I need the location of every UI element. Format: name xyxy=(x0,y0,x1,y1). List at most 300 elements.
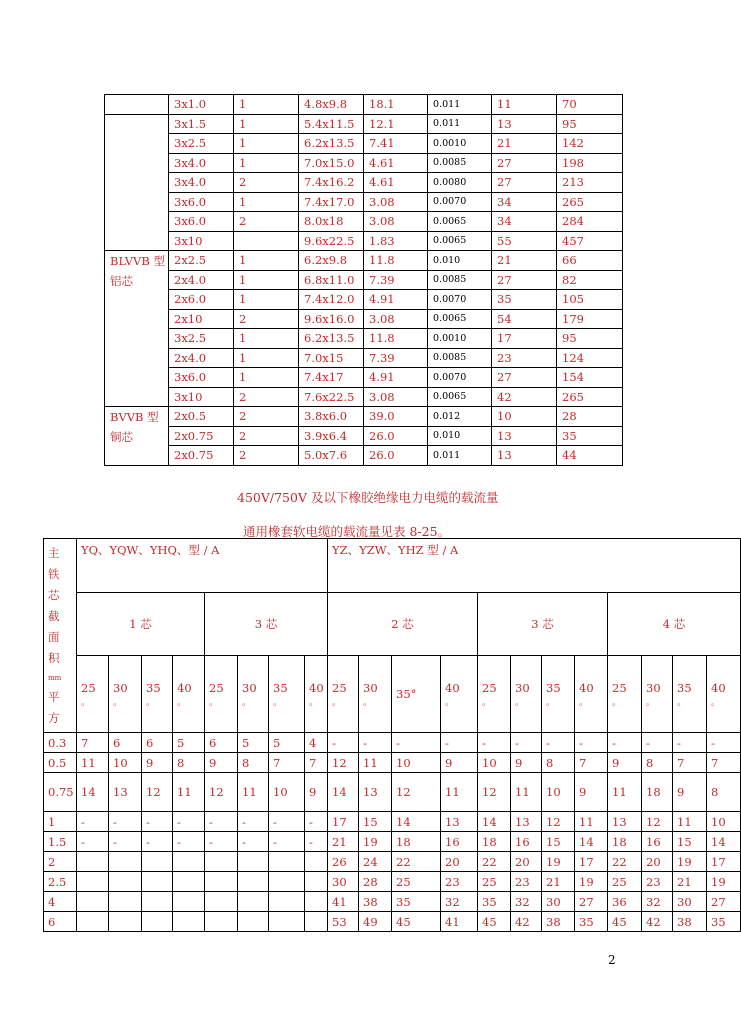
temperature-cell xyxy=(441,656,478,733)
ampacity-cell: 6 xyxy=(109,733,142,753)
cell-a: 154 xyxy=(557,368,623,388)
cell-t: 17 xyxy=(492,329,557,349)
ampacity-cell: 41 xyxy=(441,912,478,932)
temperature-value: 40 xyxy=(579,680,594,695)
ampacity-cell: - xyxy=(77,832,109,852)
temperature-cell xyxy=(269,656,305,733)
cell-x: 0.0065 xyxy=(428,212,492,232)
cell-dim: 7.0x15 xyxy=(299,348,364,368)
ampacity-cell: - xyxy=(575,733,608,753)
cell-x: 0.0085 xyxy=(428,270,492,290)
ampacity-cell xyxy=(205,872,238,892)
core-count-header: 4 芯 xyxy=(608,593,741,656)
ampacity-cell: - xyxy=(441,733,478,753)
cell-size: 3x6.0 xyxy=(169,212,234,232)
ampacity-cell: 10 xyxy=(707,812,741,832)
cell-size: 3x2.5 xyxy=(169,329,234,349)
corner-char: 截 xyxy=(48,609,60,623)
temperature-value: 25 xyxy=(482,680,497,695)
table-row xyxy=(105,173,623,193)
degree-mark: 。 xyxy=(146,697,156,708)
degree-mark: 。 xyxy=(482,697,492,708)
cell-res: 12.1 xyxy=(364,114,428,134)
cell-a: 142 xyxy=(557,134,623,154)
ampacity-cell: 14 xyxy=(478,812,511,832)
ampacity-cell xyxy=(305,852,328,872)
cell-cores: 1 xyxy=(234,114,299,134)
temperature-value: 25 xyxy=(209,680,224,695)
ampacity-cell: 8 xyxy=(707,773,741,812)
ampacity-cell: - xyxy=(109,832,142,852)
section-area-header-cell xyxy=(44,539,77,733)
corner-char: 芯 xyxy=(48,588,60,602)
table-row xyxy=(105,329,623,349)
ampacity-cell: 12 xyxy=(205,773,238,812)
ampacity-cell: 11 xyxy=(608,773,642,812)
cell-size: 2x0.75 xyxy=(169,446,234,466)
core-count-header: 3 芯 xyxy=(205,593,328,656)
ampacity-cell: 20 xyxy=(642,852,673,872)
section-size-cell: 0.75 xyxy=(44,773,77,812)
corner-char: 主 xyxy=(48,546,60,560)
ampacity-cell: 35 xyxy=(392,892,441,912)
ampacity-cell: 9 xyxy=(305,773,328,812)
cell-x: 0.0065 xyxy=(428,387,492,407)
ampacity-cell xyxy=(173,852,205,872)
ampacity-cell: 13 xyxy=(359,773,392,812)
section-size-cell: 1 xyxy=(44,812,77,832)
ampacity-cell: 7 xyxy=(269,753,305,773)
ampacity-cell: 23 xyxy=(511,872,542,892)
ampacity-cell: 10 xyxy=(542,773,575,812)
cable-spec-table xyxy=(104,94,623,466)
cell-t: 21 xyxy=(492,134,557,154)
group-label-cell xyxy=(105,114,169,251)
caption-table-ref: 通用橡套软电缆的载流量见表 8-25。 xyxy=(243,524,451,539)
degree-mark: 。 xyxy=(177,697,187,708)
ampacity-cell xyxy=(269,872,305,892)
degree-mark: 。 xyxy=(646,697,656,708)
cell-res: 4.91 xyxy=(364,290,428,310)
ampacity-cell xyxy=(205,892,238,912)
cell-size: 3x1.0 xyxy=(169,95,234,115)
temperature-value: 40 xyxy=(177,680,192,695)
ampacity-cell: 22 xyxy=(608,852,642,872)
degree-mark: 。 xyxy=(273,697,283,708)
cell-a: 179 xyxy=(557,309,623,329)
ampacity-cell: 6 xyxy=(205,733,238,753)
cell-x: 0.0070 xyxy=(428,192,492,212)
ampacity-cell: 21 xyxy=(542,872,575,892)
ampacity-cell: - xyxy=(328,733,359,753)
header-row-groups xyxy=(44,539,741,593)
cell-res: 3.08 xyxy=(364,192,428,212)
ampacity-cell: 16 xyxy=(511,832,542,852)
rubber-cable-ampacity-table xyxy=(43,538,741,932)
degree-mark: 。 xyxy=(515,697,525,708)
cell-res: 7.41 xyxy=(364,134,428,154)
cell-cores xyxy=(234,231,299,251)
ampacity-cell: 15 xyxy=(542,832,575,852)
cell-x: 0.011 xyxy=(428,95,492,115)
ampacity-cell: - xyxy=(478,733,511,753)
temperature-cell xyxy=(77,656,109,733)
temperature-cell xyxy=(238,656,269,733)
cell-size: 3x4.0 xyxy=(169,153,234,173)
cell-t: 55 xyxy=(492,231,557,251)
temperature-cell xyxy=(707,656,741,733)
table-row xyxy=(105,95,623,115)
ampacity-cell xyxy=(142,892,173,912)
cell-a: 198 xyxy=(557,153,623,173)
cell-a: 95 xyxy=(557,329,623,349)
ampacity-cell xyxy=(173,892,205,912)
cell-res: 4.91 xyxy=(364,368,428,388)
table-row xyxy=(105,153,623,173)
ampacity-cell: 14 xyxy=(328,773,359,812)
cell-t: 54 xyxy=(492,309,557,329)
temperature-value: 40 xyxy=(711,680,726,695)
cell-size: 2x4.0 xyxy=(169,348,234,368)
table-row xyxy=(105,368,623,388)
cell-x: 0.0070 xyxy=(428,368,492,388)
table-row xyxy=(44,912,741,932)
cell-res: 4.61 xyxy=(364,173,428,193)
ampacity-cell: - xyxy=(142,812,173,832)
cell-x: 0.0010 xyxy=(428,134,492,154)
cell-a: 284 xyxy=(557,212,623,232)
ampacity-cell xyxy=(77,872,109,892)
ampacity-cell: 13 xyxy=(511,812,542,832)
ampacity-cell xyxy=(173,872,205,892)
ampacity-cell: 41 xyxy=(328,892,359,912)
ampacity-cell: 4 xyxy=(305,733,328,753)
table-row xyxy=(105,446,623,466)
group-label-cell: BVVB 型铜芯 xyxy=(105,407,169,466)
cell-a: 265 xyxy=(557,192,623,212)
cell-a: 95 xyxy=(557,114,623,134)
temperature-value: 25 xyxy=(612,680,627,695)
ampacity-cell: 8 xyxy=(238,753,269,773)
cell-size: 3x4.0 xyxy=(169,173,234,193)
ampacity-cell xyxy=(305,912,328,932)
degree-mark: 。 xyxy=(242,697,252,708)
ampacity-cell: 35 xyxy=(707,912,741,932)
cell-size: 2x6.0 xyxy=(169,290,234,310)
header-row-cores xyxy=(44,593,741,656)
ampacity-cell: 20 xyxy=(511,852,542,872)
cell-res: 4.61 xyxy=(364,153,428,173)
section-size-cell: 4 xyxy=(44,892,77,912)
ampacity-cell: 11 xyxy=(441,773,478,812)
cell-cores: 1 xyxy=(234,153,299,173)
ampacity-cell: 11 xyxy=(77,753,109,773)
ampacity-cell: 24 xyxy=(359,852,392,872)
table-row xyxy=(105,114,623,134)
ampacity-cell: 12 xyxy=(642,812,673,832)
cell-size: 2x2.5 xyxy=(169,251,234,271)
cell-x: 0.0085 xyxy=(428,348,492,368)
ampacity-cell: 9 xyxy=(575,773,608,812)
cell-cores: 2 xyxy=(234,212,299,232)
cell-x: 0.0085 xyxy=(428,153,492,173)
corner-char: 积 xyxy=(48,651,60,665)
ampacity-cell: 30 xyxy=(328,872,359,892)
table-row xyxy=(44,832,741,852)
ampacity-cell: - xyxy=(269,832,305,852)
cell-x: 0.010 xyxy=(428,426,492,446)
ampacity-cell: - xyxy=(707,733,741,753)
ampacity-cell: 9 xyxy=(673,773,707,812)
section-size-cell: 0.3 xyxy=(44,733,77,753)
ampacity-cell: 53 xyxy=(328,912,359,932)
ampacity-cell: 8 xyxy=(542,753,575,773)
cell-cores: 1 xyxy=(234,270,299,290)
cell-t: 11 xyxy=(492,95,557,115)
table-row xyxy=(44,852,741,872)
temperature-cell xyxy=(575,656,608,733)
table-row xyxy=(44,773,741,812)
cell-cores: 1 xyxy=(234,192,299,212)
cell-t: 34 xyxy=(492,192,557,212)
ampacity-cell: 7 xyxy=(673,753,707,773)
ampacity-cell xyxy=(269,852,305,872)
table-row xyxy=(44,892,741,912)
cell-a: 66 xyxy=(557,251,623,271)
degree-mark: 。 xyxy=(546,697,556,708)
cell-t: 23 xyxy=(492,348,557,368)
cell-size: 3x1.5 xyxy=(169,114,234,134)
ampacity-cell: 11 xyxy=(575,812,608,832)
group-label-cell xyxy=(105,95,169,115)
cell-dim: 7.4x16.2 xyxy=(299,173,364,193)
ampacity-cell: 11 xyxy=(173,773,205,812)
cell-x: 0.0070 xyxy=(428,290,492,310)
ampacity-cell: 18 xyxy=(392,832,441,852)
table-row xyxy=(105,192,623,212)
ampacity-cell: 23 xyxy=(441,872,478,892)
section-size-cell: 0.5 xyxy=(44,753,77,773)
cell-cores: 2 xyxy=(234,426,299,446)
ampacity-cell: 25 xyxy=(392,872,441,892)
cell-t: 13 xyxy=(492,426,557,446)
cell-dim: 7.4x17.0 xyxy=(299,192,364,212)
table-row xyxy=(105,309,623,329)
ampacity-cell xyxy=(77,912,109,932)
ampacity-cell xyxy=(109,872,142,892)
degree-mark: 。 xyxy=(332,697,342,708)
ampacity-cell: 14 xyxy=(392,812,441,832)
ampacity-cell: 17 xyxy=(707,852,741,872)
temperature-cell xyxy=(173,656,205,733)
degree-mark: 。 xyxy=(445,697,455,708)
ampacity-cell xyxy=(142,912,173,932)
ampacity-cell: 10 xyxy=(478,753,511,773)
ampacity-cell: 28 xyxy=(359,872,392,892)
cell-size: 2x4.0 xyxy=(169,270,234,290)
cell-res: 26.0 xyxy=(364,426,428,446)
cell-res: 3.08 xyxy=(364,309,428,329)
ampacity-cell: 13 xyxy=(608,812,642,832)
ampacity-cell xyxy=(109,892,142,912)
ampacity-cell: 19 xyxy=(707,872,741,892)
cell-x: 0.012 xyxy=(428,407,492,427)
cell-dim: 5.0x7.6 xyxy=(299,446,364,466)
cell-size: 2x0.5 xyxy=(169,407,234,427)
ampacity-cell: 15 xyxy=(673,832,707,852)
cell-dim: 7.4x12.0 xyxy=(299,290,364,310)
cell-a: 124 xyxy=(557,348,623,368)
cell-dim: 3.9x6.4 xyxy=(299,426,364,446)
degree-mark: 。 xyxy=(579,697,589,708)
cell-res: 18.1 xyxy=(364,95,428,115)
ampacity-cell: 12 xyxy=(392,773,441,812)
temperature-cell xyxy=(305,656,328,733)
ampacity-cell xyxy=(269,892,305,912)
ampacity-cell: 19 xyxy=(359,832,392,852)
cell-a: 35 xyxy=(557,426,623,446)
temperature-cell xyxy=(642,656,673,733)
cell-size: 3x6.0 xyxy=(169,368,234,388)
corner-char: 面 xyxy=(48,630,60,644)
ampacity-cell: 5 xyxy=(269,733,305,753)
temperature-cell xyxy=(392,656,441,733)
cell-a: 457 xyxy=(557,231,623,251)
temperature-value: 25 xyxy=(332,680,347,695)
table-row xyxy=(44,872,741,892)
temperature-value: 30 xyxy=(363,680,378,695)
cell-dim: 6.2x13.5 xyxy=(299,329,364,349)
ampacity-cell: 8 xyxy=(173,753,205,773)
cell-size: 3x10 xyxy=(169,231,234,251)
ampacity-cell: 36 xyxy=(608,892,642,912)
ampacity-cell: 6 xyxy=(142,733,173,753)
cell-res: 26.0 xyxy=(364,446,428,466)
ampacity-cell: 30 xyxy=(542,892,575,912)
cell-res: 3.08 xyxy=(364,387,428,407)
table-row xyxy=(105,290,623,310)
temperature-value: 35 xyxy=(546,680,561,695)
ampacity-cell xyxy=(269,912,305,932)
ampacity-cell: 19 xyxy=(673,852,707,872)
cell-res: 1.83 xyxy=(364,231,428,251)
corner-char: 铁 xyxy=(48,567,60,581)
ampacity-cell: 10 xyxy=(109,753,142,773)
ampacity-cell: 11 xyxy=(238,773,269,812)
cell-t: 35 xyxy=(492,290,557,310)
temperature-cell xyxy=(109,656,142,733)
corner-char: 方 xyxy=(48,711,60,725)
cell-t: 27 xyxy=(492,270,557,290)
cell-res: 39.0 xyxy=(364,407,428,427)
cell-x: 0.010 xyxy=(428,251,492,271)
cell-a: 105 xyxy=(557,290,623,310)
corner-char: mm xyxy=(48,674,62,682)
ampacity-cell: - xyxy=(205,812,238,832)
ampacity-cell: 16 xyxy=(642,832,673,852)
cell-t: 13 xyxy=(492,114,557,134)
cell-cores: 1 xyxy=(234,290,299,310)
ampacity-cell: 35 xyxy=(575,912,608,932)
table-row xyxy=(105,348,623,368)
ampacity-cell: 13 xyxy=(109,773,142,812)
ampacity-cell: 22 xyxy=(478,852,511,872)
cell-cores: 2 xyxy=(234,446,299,466)
ampacity-cell: - xyxy=(542,733,575,753)
header-row-temps xyxy=(44,656,741,733)
cell-x: 0.0065 xyxy=(428,231,492,251)
table-row xyxy=(105,231,623,251)
cell-dim: 6.2x13.5 xyxy=(299,134,364,154)
ampacity-cell: 25 xyxy=(608,872,642,892)
cell-size: 3x2.5 xyxy=(169,134,234,154)
ampacity-cell: 13 xyxy=(441,812,478,832)
cell-t: 34 xyxy=(492,212,557,232)
ampacity-cell: - xyxy=(642,733,673,753)
ampacity-cell: - xyxy=(305,812,328,832)
temperature-value: 30 xyxy=(242,680,257,695)
cell-x: 0.0080 xyxy=(428,173,492,193)
ampacity-cell: - xyxy=(673,733,707,753)
ampacity-cell: 7 xyxy=(575,753,608,773)
ampacity-cell: 15 xyxy=(359,812,392,832)
temperature-value: 30 xyxy=(515,680,530,695)
degree-mark: 。 xyxy=(113,697,123,708)
ampacity-cell: 16 xyxy=(441,832,478,852)
temperature-value: 30 xyxy=(646,680,661,695)
ampacity-cell: 7 xyxy=(305,753,328,773)
ampacity-cell: 21 xyxy=(328,832,359,852)
cell-cores: 1 xyxy=(234,95,299,115)
ampacity-cell: 20 xyxy=(441,852,478,872)
ampacity-cell: 19 xyxy=(542,852,575,872)
cell-cores: 1 xyxy=(234,329,299,349)
cell-dim: 9.6x22.5 xyxy=(299,231,364,251)
ampacity-cell: 45 xyxy=(608,912,642,932)
table-row xyxy=(44,753,741,773)
degree-mark: 。 xyxy=(677,697,687,708)
cell-x: 0.011 xyxy=(428,114,492,134)
ampacity-cell: 5 xyxy=(173,733,205,753)
cell-dim: 9.6x16.0 xyxy=(299,309,364,329)
ampacity-cell: 11 xyxy=(359,753,392,773)
cell-dim: 6.8x11.0 xyxy=(299,270,364,290)
temperature-cell xyxy=(511,656,542,733)
cell-size: 2x10 xyxy=(169,309,234,329)
temperature-cell xyxy=(142,656,173,733)
cell-a: 82 xyxy=(557,270,623,290)
ampacity-cell xyxy=(305,892,328,912)
ampacity-cell xyxy=(173,912,205,932)
page-number: 2 xyxy=(608,953,616,967)
ampacity-cell: - xyxy=(238,832,269,852)
degree-mark: 。 xyxy=(711,697,721,708)
temperature-cell xyxy=(328,656,359,733)
cell-cores: 1 xyxy=(234,134,299,154)
ampacity-cell: 19 xyxy=(575,872,608,892)
temperature-cell xyxy=(359,656,392,733)
cell-a: 265 xyxy=(557,387,623,407)
cell-cores: 2 xyxy=(234,407,299,427)
ampacity-cell xyxy=(77,852,109,872)
cell-t: 42 xyxy=(492,387,557,407)
ampacity-cell: - xyxy=(205,832,238,852)
ampacity-cell: 7 xyxy=(707,753,741,773)
degree-mark: 。 xyxy=(363,697,373,708)
cell-cores: 1 xyxy=(234,251,299,271)
ampacity-cell: 14 xyxy=(77,773,109,812)
cell-dim: 7.4x17 xyxy=(299,368,364,388)
